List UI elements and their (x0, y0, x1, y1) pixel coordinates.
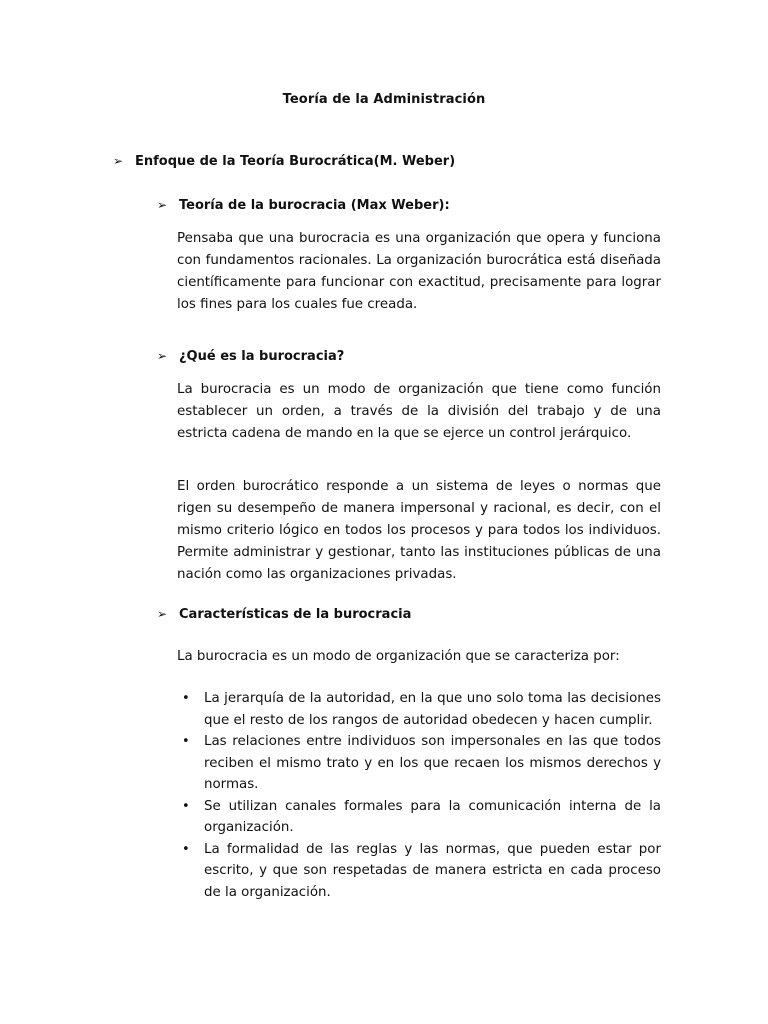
list-item-text: La jerarquía de la autoridad, en la que uno solo toma las decisiones que el resto de los rangos de autoridad obedecen y hacen cumplir. (204, 691, 661, 728)
list-item (177, 688, 661, 731)
heading-text: ¿Qué es la burocracia? (179, 349, 345, 364)
bullet-dot-icon: • (182, 691, 190, 706)
list-item (177, 796, 661, 839)
heading-text: Características de la burocracia (179, 607, 412, 622)
document-title: Teoría de la Administración (282, 92, 486, 107)
list-item-text: Se utilizan canales formales para la comunicación interna de la organización. (204, 798, 661, 835)
paragraph-orden: El orden burocrático responde a un sistema de leyes o normas que rigen su desempeño de manera impersonal y racional, es decir, con el mismo criterio lógico en todos los procesos y para todos los individuos. Permite administrar y gestionar, tanto las instituciones públicas de una nación como las organizaciones privadas. (177, 479, 661, 582)
list-item-text: La formalidad de las reglas y las normas, que pueden estar por escrito, y que son respetadas de manera estricta en cada proceso de la organización. (204, 841, 661, 900)
section-heading-caracteristicas (157, 607, 411, 622)
list-item-text: Las relaciones entre individuos son impersonales en las que todos reciben el mismo trato y en los que recaen los mismos derechos y normas. (204, 734, 661, 792)
arrow-bullet-icon: ➢ (157, 198, 168, 212)
characteristics-list (177, 688, 661, 903)
paragraph-definicion: La burocracia es un modo de organización que tiene como función establecer un orden, a través de la división del trabajo y de una estricta cadena de mando en la que se ejerce un control jerárquico. (177, 382, 661, 441)
bullet-dot-icon: • (182, 734, 190, 749)
list-item (177, 839, 661, 904)
paragraph-caracteriza: La burocracia es un modo de organización que se caracteriza por: (177, 649, 620, 664)
section-heading-que-es (157, 349, 344, 364)
section-heading-teoria-burocracia (157, 198, 450, 213)
arrow-bullet-icon: ➢ (157, 349, 168, 363)
arrow-bullet-icon: ➢ (157, 607, 168, 621)
paragraph-weber: Pensaba que una burocracia es una organización que opera y funciona con fundamentos racionales. La organización burocrática está diseñada científicamente para funcionar con exactitud, precisamente para lograr los fines para los cuales fue creada. (177, 231, 661, 312)
heading-text: Enfoque de la Teoría Burocrática(M. Weber) (135, 154, 456, 169)
heading-text: Teoría de la burocracia (Max Weber): (179, 198, 450, 213)
bullet-dot-icon: • (182, 798, 190, 814)
section-heading-enfoque (113, 154, 455, 169)
arrow-bullet-icon: ➢ (113, 154, 124, 168)
list-item (177, 731, 661, 796)
bullet-dot-icon: • (182, 841, 190, 857)
